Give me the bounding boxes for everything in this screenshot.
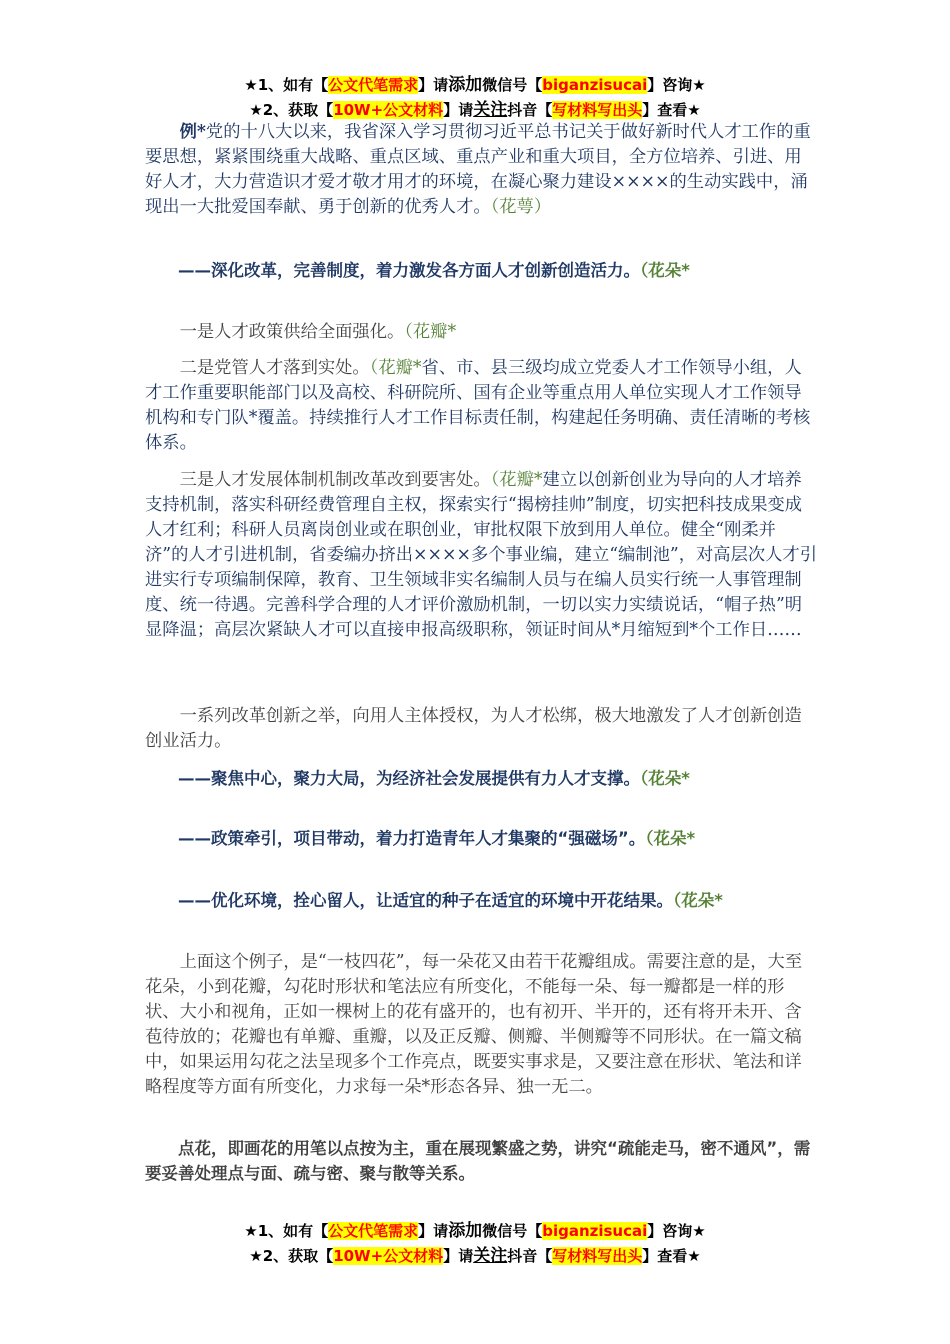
- promo-wechat-id: biganzisucai: [542, 76, 648, 94]
- promo-wechat-id: biganzisucai: [542, 1222, 648, 1240]
- promo-text: 微信号【: [482, 1222, 543, 1240]
- paragraph-text: 省、市、县三级均成立党委人才工作领导小组，人才工作重要职能部门以及高校、科研院所、国有企业等重点用人单位实现人才工作领导机构和专门队*覆盖。持续推行人才工作目标责任制，构建起任务明确、责任清晰的考核体系。: [145, 358, 811, 453]
- article-p7: [145, 1136, 817, 1186]
- paragraph-text: 党的十八大以来，我省深入学习贯彻习近平总书记关于做好新时代人才工作的重要思想，紧紧围绕重大战略、重点区域、重点产业和重大项目，全方位培养、引进、用好人才，大力营造识才爱才敬才用才的环境，在凝心聚力建设××××的生动实践中，涌现出一大批爱国奉献、勇于创新的优秀人才。: [145, 122, 811, 217]
- article-p1: [145, 120, 817, 220]
- promo-text: ★2、获取【: [249, 1247, 334, 1265]
- article-heading-4: [145, 888, 817, 913]
- promo-emphasis: 添加: [448, 1221, 483, 1241]
- promo-text: 】请: [443, 101, 474, 119]
- promo-emphasis: 关注: [473, 1246, 508, 1266]
- promo-line-1: [0, 70, 950, 95]
- article-p4: [145, 468, 817, 643]
- promo-highlight: 10W+公文材料: [333, 101, 444, 119]
- promo-text: 】咨询★: [647, 1222, 706, 1240]
- annotation: （花朵*: [640, 769, 690, 788]
- promo-text: 】请: [443, 1247, 474, 1265]
- article-p5: [145, 704, 817, 754]
- promo-highlight: 10W+公文材料: [333, 1247, 444, 1265]
- annotation: （花瓣*: [369, 358, 422, 378]
- heading-text: ——优化环境，拴心留人，让适宜的种子在适宜的环境中开花结果。: [178, 891, 673, 910]
- promo-line-1-bottom: [0, 1216, 950, 1241]
- heading-text: ——聚焦中心，聚力大局，为经济社会发展提供有力人才支撑。: [178, 769, 640, 788]
- promo-line-2: [0, 95, 950, 120]
- promo-text: ★1、如有【: [244, 1222, 329, 1240]
- paragraph-text: 一系列改革创新之举，向用人主体授权，为人才松绑，极大地激发了人才创新创造创业活力。: [145, 706, 802, 751]
- promo-text: ★2、获取【: [249, 101, 334, 119]
- paragraph-lead: 二是党管人才落到实处。: [179, 358, 370, 378]
- annotation: （花朵*: [673, 891, 723, 910]
- article-p2: [145, 320, 817, 345]
- article-heading-1: [145, 258, 817, 283]
- article-heading-3: [145, 826, 817, 851]
- promo-highlight: 公文代笔需求: [328, 1222, 419, 1240]
- promo-douyin-account: 写材料写出头: [552, 1247, 643, 1265]
- annotation: （花朵*: [645, 829, 696, 848]
- heading-text: ——深化改革，完善制度，着力激发各方面人才创新创造活力。: [178, 261, 640, 280]
- paragraph-lead: 三是人才发展体制机制改革改到要害处。: [179, 470, 491, 490]
- promo-text: 微信号【: [482, 76, 543, 94]
- promo-text: 】咨询★: [647, 76, 706, 94]
- promo-text: 】查看★: [642, 1247, 701, 1265]
- promo-text: 抖音【: [507, 101, 553, 119]
- promo-highlight: 公文代笔需求: [328, 76, 419, 94]
- article-heading-2: [145, 766, 817, 791]
- annotation: （花瓣*: [490, 470, 543, 490]
- promo-text: 】请: [418, 1222, 449, 1240]
- promo-text: 抖音【: [507, 1247, 553, 1265]
- promo-emphasis: 关注: [473, 100, 508, 120]
- annotation: （花萼）: [490, 197, 552, 217]
- paragraph-text: 建立以创新创业为导向的人才培养支持机制，落实科研经费管理自主权，探索实行“揭榜挂帅”制度，切实把科技成果变成人才红利；科研人员离岗创业或在职创业，审批权限下放到用人单位。健全“刚柔并济”的人才引进机制，省委编办挤出××××多个事业编，建立“编制池”，对高层次人才引进实行专项编制保障，教育、卫生领域非实名编制人员与在编人员实行统一人事管理制度、统一待遇。完善科学合理的人才评价激励机制，一切以实力实绩说话，“帽子热”明显降温；高层次紧缺人才可以直接申报高级职称，领证时间从*月缩短到*个工作日……: [145, 470, 817, 640]
- promo-text: 】请: [418, 76, 449, 94]
- paragraph-text: 点花，即画花的用笔以点按为主，重在展现繁盛之势，讲究“疏能走马，密不通风”，需要妥善处理点与面、疏与密、聚与散等关系。: [145, 1139, 811, 1183]
- promo-text: ★1、如有【: [244, 76, 329, 94]
- promo-emphasis: 添加: [448, 75, 483, 95]
- promo-douyin-account: 写材料写出头: [552, 101, 643, 119]
- promo-line-2-bottom: [0, 1241, 950, 1266]
- paragraph-text: 一是人才政策供给全面强化。: [179, 322, 405, 342]
- article-p3: [145, 356, 817, 456]
- example-label: 例*: [179, 122, 206, 142]
- promo-text: 】查看★: [642, 101, 701, 119]
- annotation: （花朵*: [640, 261, 690, 280]
- annotation: （花瓣*: [404, 322, 457, 342]
- paragraph-text: 上面这个例子，是“一枝四花”，每一朵花又由若干花瓣组成。需要注意的是，大至花朵，小到花瓣，勾花时形状和笔法应有所变化，不能每一朵、每一瓣都是一样的形状、大小和视角，正如一棵树上的花有盛开的，也有初开、半开的，还有将开未开、含苞待放的；花瓣也有单瓣、重瓣，以及正反瓣、侧瓣、半侧瓣等不同形状。在一篇文稿中，如果运用勾花之法呈现多个工作亮点，既要实事求是，又要注意在形状、笔法和详略程度等方面有所变化，力求每一朵*形态各异、独一无二。: [145, 952, 803, 1097]
- article-p6: [145, 950, 817, 1100]
- heading-text: ——政策牵引，项目带动，着力打造青年人才集聚的“强磁场”。: [178, 829, 646, 848]
